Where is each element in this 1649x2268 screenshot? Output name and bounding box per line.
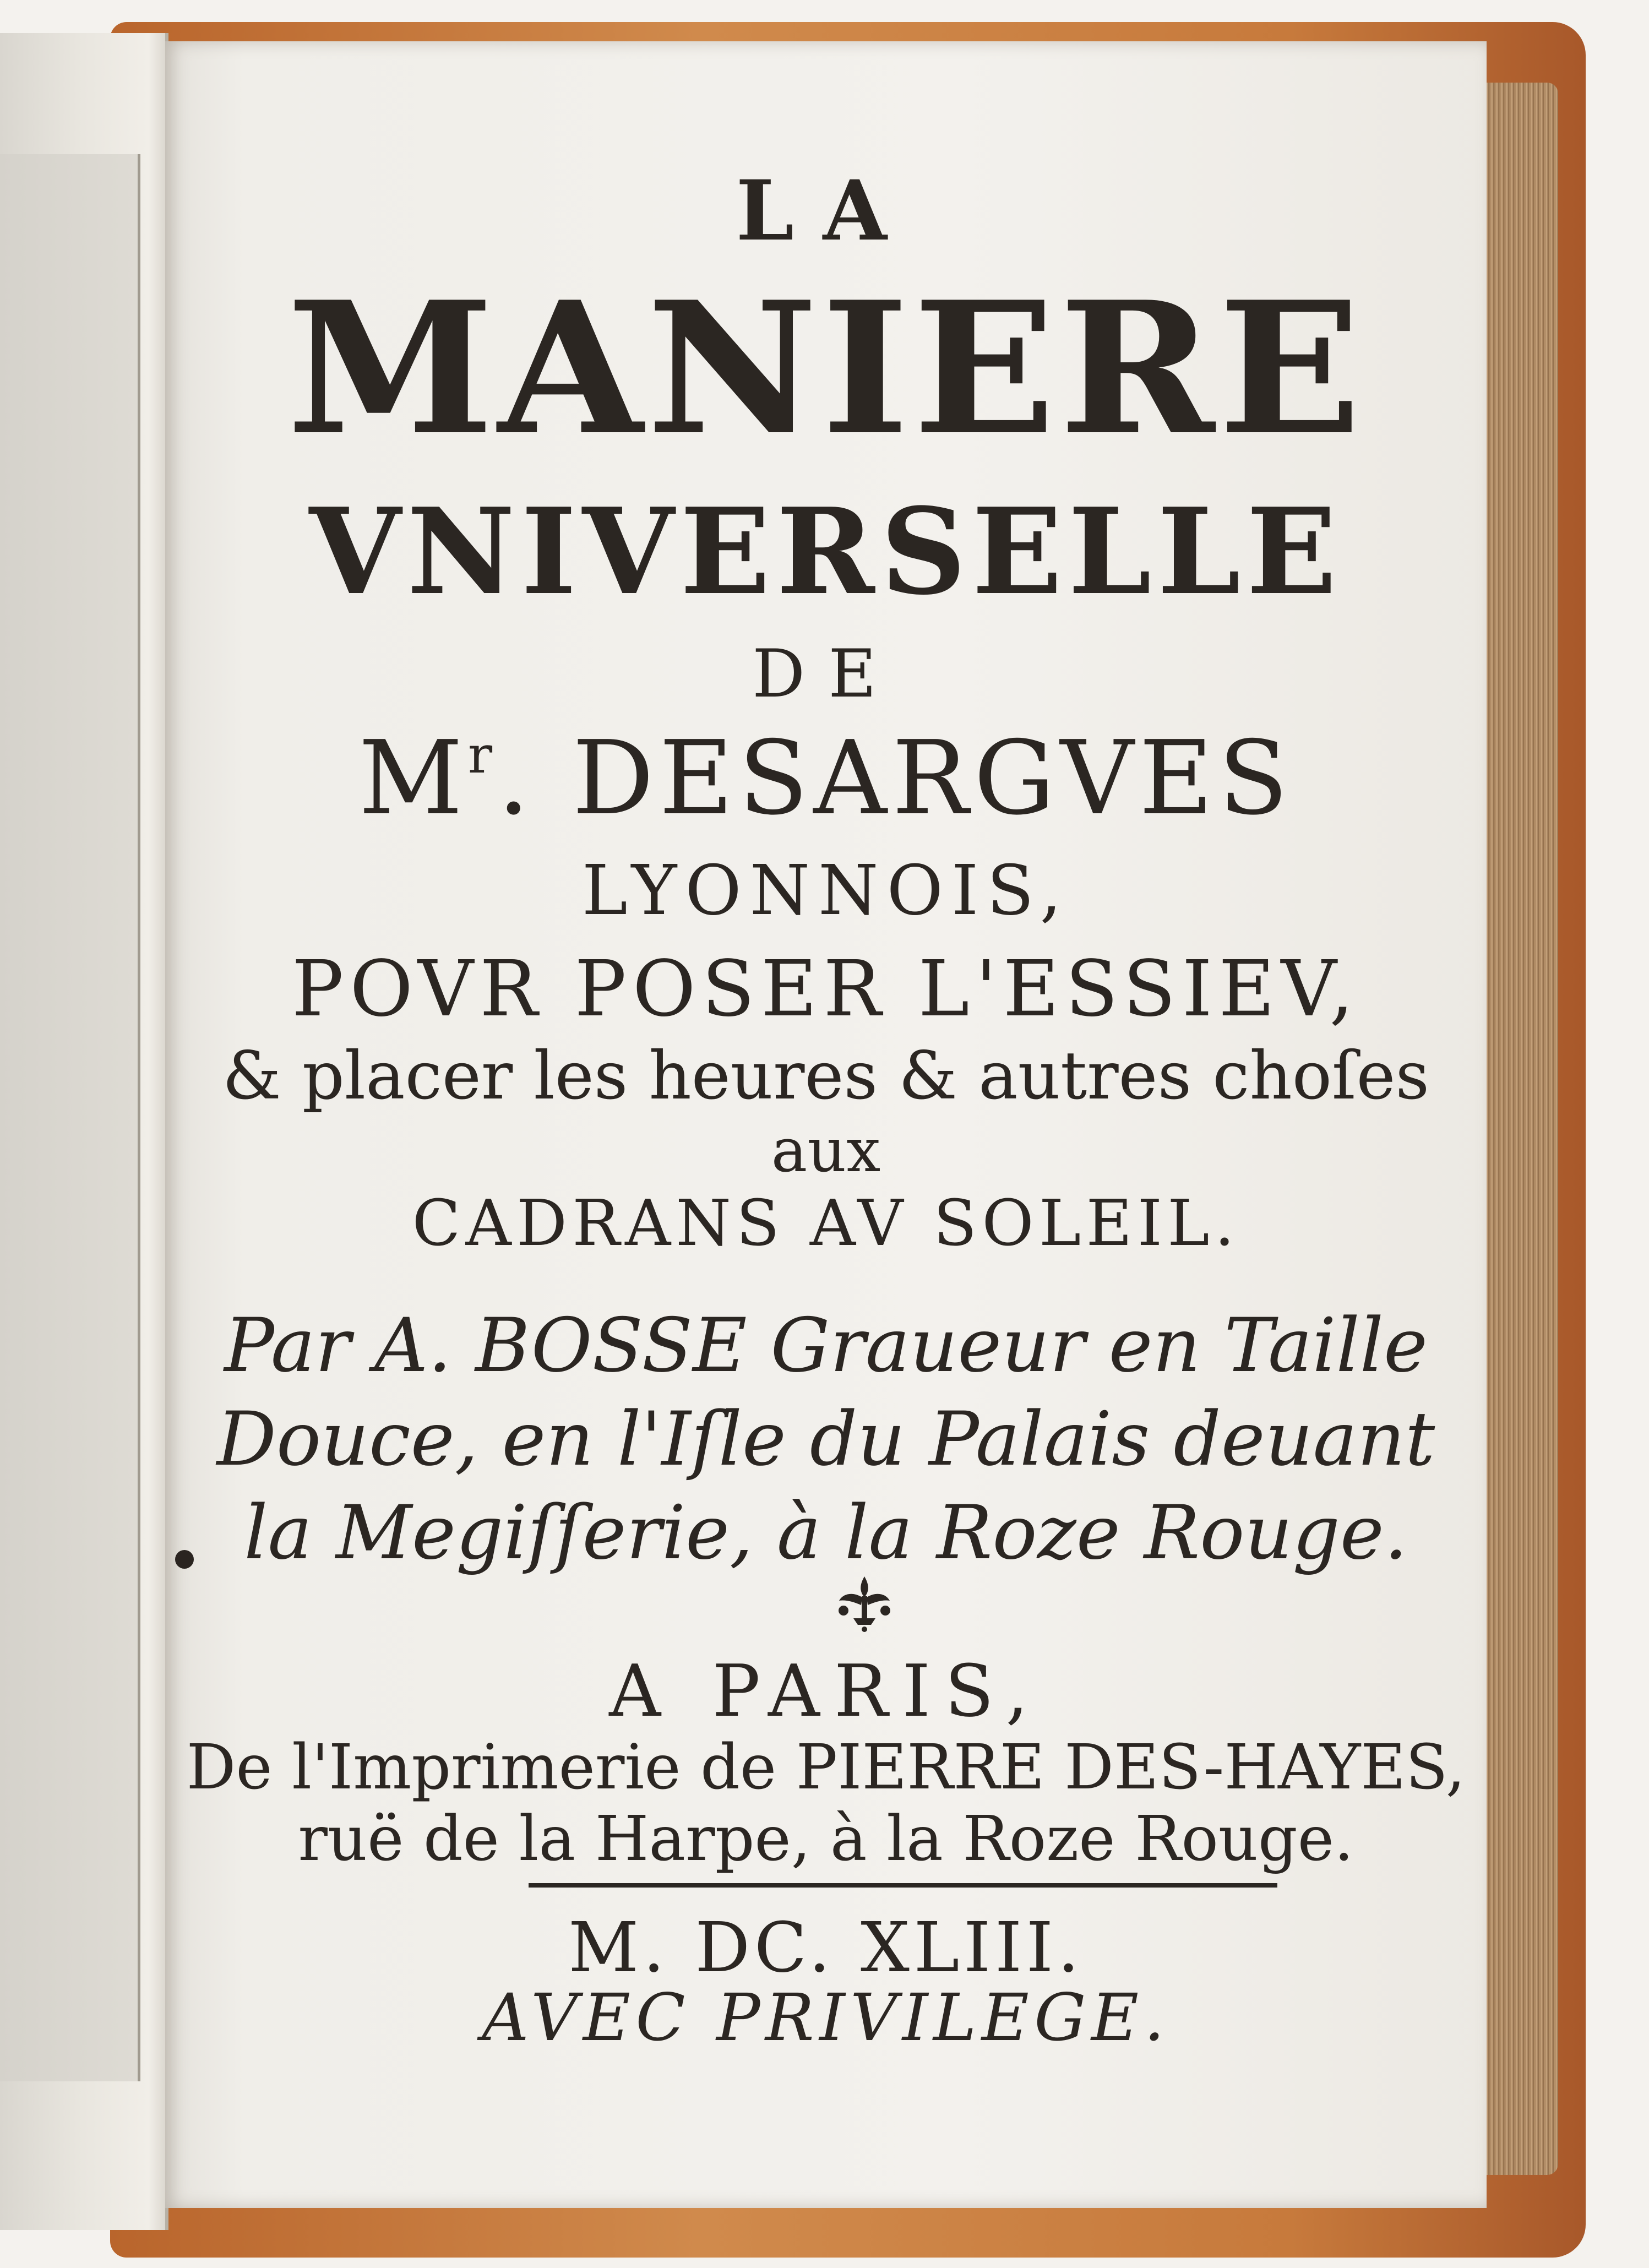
imprint-privilege: AVEC PRIVILEGE. — [482, 1979, 1170, 2055]
left-page-print-area — [0, 154, 140, 2081]
title-line-lyonnois: LYONNOIS, — [581, 851, 1070, 931]
title-line-aux: aux — [771, 1115, 881, 1185]
left-page — [0, 33, 168, 2230]
author-name: . DESARGVES — [497, 719, 1293, 837]
fleuron-icon — [831, 1572, 897, 1633]
imprint-line-a-paris: A PARIS, — [609, 1649, 1043, 1733]
title-line-de: DE — [752, 636, 900, 713]
title-line-author — [165, 719, 1487, 837]
title-line-maniere: MANIERE — [287, 262, 1365, 475]
title-line-pour: POVR POSER L'ESSIEV, — [291, 944, 1360, 1034]
title-line-la: LA — [736, 162, 916, 259]
title-line-cadrans: CADRANS AV SOLEIL. — [412, 1187, 1240, 1260]
binding-hole — [175, 1550, 194, 1569]
imprint-line-rue: ruë de la Harpe, à la Roze Rouge. — [298, 1803, 1354, 1875]
title-line-universelle: VNIVERSELLE — [309, 482, 1343, 621]
imprint-line-douce: Douce, en l'Iſle du Palais deuant — [216, 1396, 1435, 1482]
imprint-date: M. DC. XLIII. — [568, 1908, 1084, 1988]
author-prefix: M — [358, 719, 468, 837]
imprint-line-imprimerie: De l'Imprimerie de PIERRE DES-HAYES, — [186, 1732, 1466, 1803]
title-page — [165, 41, 1487, 2208]
author-prefix-superscript: r — [467, 725, 498, 785]
imprint-line-megisserie: la Megiſſerie, à la Roze Rouge. — [244, 1489, 1408, 1576]
title-line-placer: & placer les heures & autres choſes — [222, 1038, 1430, 1114]
horizontal-rule — [529, 1883, 1277, 1888]
imprint-line-par: Par A. BOSSE Graueur en Taille — [224, 1302, 1428, 1389]
